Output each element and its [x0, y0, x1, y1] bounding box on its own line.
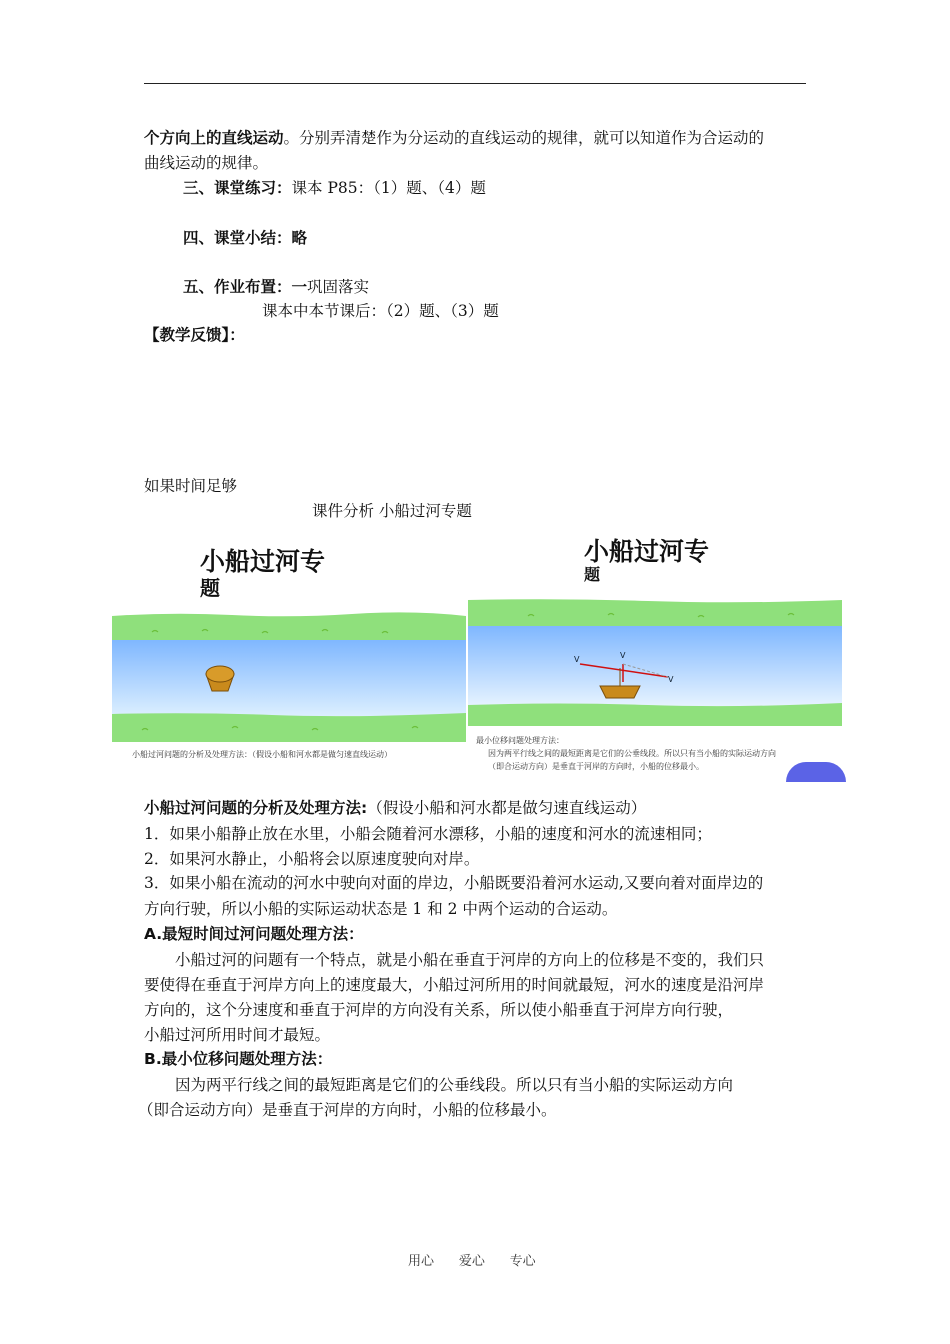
intro-rest: 。分别弄清楚作为分运动的直线运动的规律，就可以知道作为合运动的 — [283, 129, 765, 147]
courseware-title: 课件分析 小船过河专题 — [312, 502, 472, 520]
analysis-item-1: 1．如果小船静止放在水里，小船会随着河水漂移，小船的速度和河水的流速相同； — [144, 825, 712, 843]
analysis-item-3-line-2: 方向行驶，所以小船的实际运动状态是 1 和 2 中两个运动的合运动。 — [144, 900, 618, 918]
vector-label-3: V — [668, 675, 674, 684]
analysis-heading-note: （假设小船和河水都是做匀速直线运动） — [367, 799, 647, 817]
slide-left-caption: 小船过河问题的分析及处理方法：（假设小船和河水都是做匀速直线运动） — [132, 750, 392, 759]
intro-line-2: 曲线运动的规律。 — [144, 154, 269, 172]
slide-right — [468, 530, 842, 775]
slide-right-title-1: 小船过河专 — [584, 537, 710, 566]
method-b-heading: B.最小位移问题处理方法： — [144, 1050, 333, 1068]
summary-label: 四、课堂小结：略 — [183, 229, 308, 247]
analysis-heading — [144, 798, 646, 818]
slide-right-caption-1: 最小位移问题处理方法： — [476, 736, 564, 745]
footer-word-2: 爱心 — [458, 1254, 485, 1269]
method-a-line-3: 方向的，这个分速度和垂直于河岸的方向没有关系，所以使小船垂直于河岸方向行驶， — [144, 1001, 734, 1019]
method-b-line-1: 因为两平行线之间的最短距离是它们的公垂线段。所以只有当小船的实际运动方向 — [175, 1076, 734, 1094]
slide-left-title-2: 题 — [200, 576, 220, 600]
intro-line-1 — [144, 128, 764, 148]
slide-right-title-2: 题 — [584, 565, 601, 584]
practice-text: 课本 P85：（1）题、（4）题 — [291, 179, 486, 197]
slide-right-caption-2: 因为两平行线之间的最短距离是它们的公垂线段。所以只有当小船的实际运动方向 — [488, 749, 776, 758]
slide-right-caption-3: （即合运动方向）是垂直于河岸的方向时，小船的位移最小。 — [488, 762, 704, 771]
analysis-item-2: 2．如果河水静止，小船将会以原速度驶向对岸。 — [144, 850, 480, 868]
intro-bold: 个方向上的直线运动 — [144, 129, 284, 147]
vector-label-2: V — [620, 651, 626, 660]
boat-icon — [206, 666, 234, 691]
method-a-line-1: 小船过河的问题有一个特点，就是小船在垂直于河岸的方向上的位移是不变的，我们只 — [175, 951, 765, 969]
analysis-item-3-line-1: 3．如果小船在流动的河水中驶向对面的岸边，小船既要沿着河水运动,又要向着对面岸边的 — [144, 874, 764, 892]
method-a-line-2: 要使得在垂直于河岸方向上的速度最大，小船过河所用的时间就最短，河水的速度是沿河岸 — [144, 976, 765, 994]
river-scene-left — [112, 612, 466, 744]
slide-left — [112, 530, 468, 775]
decorative-blob — [786, 762, 846, 782]
if-time-text: 如果时间足够 — [144, 477, 238, 495]
homework-label: 五、作业布置：一 — [183, 278, 308, 296]
method-b-line-2: （即合运动方向）是垂直于河岸的方向时，小船的位移最小。 — [138, 1101, 557, 1119]
practice-label: 三、课堂练习： — [183, 179, 292, 197]
method-a-line-4: 小船过河所用时间才最短。 — [144, 1026, 331, 1044]
footer-word-3: 专心 — [509, 1254, 536, 1269]
homework-text: 巩固落实 — [307, 278, 370, 296]
footer-word-1: 用心 — [408, 1254, 435, 1269]
footer — [408, 1250, 536, 1269]
homework-sub: 课本中本节课后：（2）题、（3）题 — [262, 302, 499, 320]
slide-left-title-1: 小船过河专 — [200, 547, 326, 576]
homework-row — [183, 277, 369, 297]
vector-label-1: V — [574, 655, 580, 664]
header-rule — [144, 83, 806, 84]
method-a-heading: A.最短时间过河问题处理方法： — [144, 925, 364, 943]
analysis-heading-bold: 小船过河问题的分析及处理方法: — [144, 799, 368, 817]
practice-row — [183, 178, 486, 198]
feedback-label: 【教学反馈】： — [144, 326, 245, 344]
river-scene-right — [468, 598, 842, 728]
